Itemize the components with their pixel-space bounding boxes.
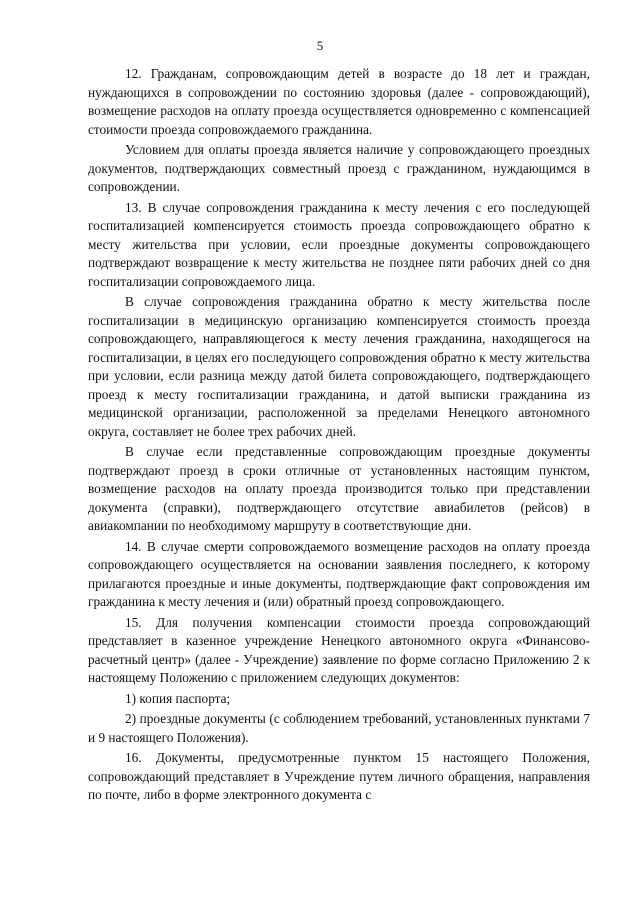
list-item-travel-documents: 2) проездные документы (с соблюдением требований, установленных пунктами 7 и 9 настоящего Положения). xyxy=(88,711,590,745)
paragraph-14: 14. В случае смерти сопровождаемого возмещение расходов на оплату проезда сопровождающего осуществляется на основании заявления последнего, к которому прилагаются проездные и иные документы, подтверждающие факт сопровождения им гражданина к месту лечения и (или) обратный проезд сопровождающего. xyxy=(88,538,590,609)
document-body xyxy=(88,65,590,805)
paragraph-12: 12. Гражданам, сопровождающим детей в возрасте до 18 лет и граждан, нуждающихся в сопровождении по состоянию здоровья (далее - сопровождающий), возмещение расходов на оплату проезда осуществляется одновременно с компенсацией стоимости проезда сопровождаемого гражданина. xyxy=(88,66,590,137)
paragraph-15: 15. Для получения компенсации стоимости проезда сопровождающий представляет в казенное учреждение Ненецкого автономного округа «Финансово-расчетный центр» (далее - Учреждение) заявление по форме согласно Приложению 2 к настоящему Положению с приложением следующих документов: xyxy=(88,614,590,685)
paragraph-16: 16. Документы, предусмотренные пунктом 15 настоящего Положения, сопровождающий представляет в Учреждение путем личного обращения, направления по почте, либо в форме электронного документа с xyxy=(88,750,590,802)
paragraph-13: 13. В случае сопровождения гражданина к месту лечения с его последующей госпитализацией компенсируется стоимость проезда сопровождающего обратно к месту жительства при условии, если проездные документы сопровождающего подтверждают возвращение к месту жительства не позднее пяти рабочих дней со дня госпитализации сопровождаемого лица. xyxy=(88,199,590,289)
paragraph-13-deadlines: В случае если представленные сопровождающим проездные документы подтверждают проезд в сроки отличные от установленных настоящим пунктом, возмещение расходов на оплату проезда производится только при представлении документа (справки), подтверждающего отсутствие авиабилетов (рейсов) в авиакомпании по необходимому маршруту в соответствующие дни. xyxy=(88,444,590,533)
paragraph-13-return: В случае сопровождения гражданина обратно к месту жительства после госпитализации в медицинскую организацию компенсируется стоимость проезда сопровождающего, направляющегося к месту лечения гражданина, находящегося на госпитализации, в целях его последующего сопровождения обратно к месту жительства при условии, если разница между датой билета сопровождающего, подтверждающего проезд к месту госпитализации гражданина, и датой выписки гражданина из медицинской организации, расположенной за пределами Ненецкого автономного округа, составляет не более трех рабочих дней. xyxy=(88,294,590,439)
page-number: 5 xyxy=(316,38,324,53)
list-item-passport: 1) копия паспорта; xyxy=(125,690,231,706)
paragraph-12-condition: Условием для оплаты проезда является наличие у сопровождающего проездных документов, подтверждающих совместный проезд с гражданином, нуждающимся в сопровождении. xyxy=(88,142,590,194)
